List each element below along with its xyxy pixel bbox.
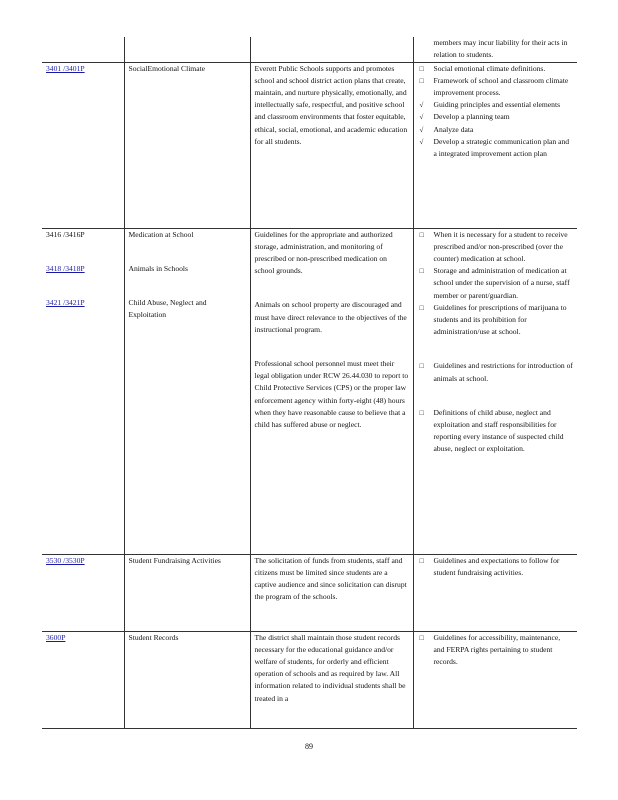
list-item-text: Definitions of child abuse, neglect and exploitation and staff responsibilities for reporting every instance of suspected child abuse, neglect or exploitation. (433, 407, 564, 454)
list-item-text: Analyze data (433, 124, 474, 134)
cell-block (418, 360, 574, 384)
policy-highlights-cell (413, 554, 577, 631)
cell-block (129, 63, 246, 75)
cell-block (46, 63, 120, 75)
policy-description: Animals on school property are discouraged and must have direct relevance to the objectives of the instructional program. (254, 300, 407, 334)
cell-block (418, 632, 574, 669)
list-item-text: Guidelines and expectations to follow for student fundraising activities. (433, 555, 560, 577)
policy-description-cell (250, 554, 413, 631)
list-item-text: members may incur liability for their acts in relation to students. (433, 38, 568, 60)
list-item (418, 302, 574, 339)
policy-title: Child Abuse, Neglect and Exploitation (128, 297, 207, 320)
list-item (418, 360, 574, 384)
policy-highlights-cell (413, 631, 577, 728)
policy-description-cell (250, 631, 413, 728)
policy-number-cell (42, 62, 124, 228)
bullet-box-icon: □ (419, 76, 424, 85)
check-mark-icon: √ (419, 113, 424, 122)
list-item (418, 124, 574, 136)
bullet-box-icon: □ (419, 303, 424, 312)
policy-highlights-list (418, 63, 574, 161)
policy-number-link[interactable]: 3530 /3530P (46, 555, 85, 565)
list-item-text: When it is necessary for a student to receive prescribed and/or non-prescribed (over the counter) medication at school. (433, 229, 568, 263)
cell-block (418, 37, 574, 61)
list-item-text: Guidelines for prescriptions of marijuana to students and its prohibition for administration/use at school. (433, 302, 567, 337)
cell-block (255, 358, 409, 431)
policy-table-body (42, 37, 577, 728)
check-mark-icon: √ (419, 125, 424, 134)
cell-block (46, 263, 120, 275)
policy-highlights-cell (413, 62, 577, 228)
cell-block (129, 297, 246, 321)
cell-block (418, 63, 574, 161)
list-item-text: Develop a strategic communication plan and a integrated improvement action plan (433, 136, 570, 158)
cell-block (418, 229, 574, 339)
policy-highlights-list (418, 360, 574, 384)
list-item (418, 632, 574, 669)
list-item (418, 407, 574, 456)
policy-highlights-list (418, 229, 574, 339)
bullet-box-icon: □ (419, 408, 424, 417)
policy-highlights-list (418, 632, 574, 669)
policy-number-link: 3416 /3416P (46, 229, 85, 239)
policy-description: The solicitation of funds from students, staff and citizens must be limited since students are a captive audience and since solicitation can disrupt the program of the schools. (254, 555, 407, 602)
policy-highlights-cell (413, 37, 577, 62)
policy-number-cell (42, 228, 124, 554)
list-item-text: Guiding principles and essential elements (433, 100, 561, 110)
policy-highlights-list (418, 37, 574, 61)
table-row (42, 62, 577, 228)
cell-block (129, 555, 246, 567)
table-row (42, 37, 577, 62)
policy-number-link[interactable]: 3401 /3401P (46, 63, 85, 73)
list-item (418, 75, 574, 99)
list-item (418, 265, 574, 302)
policy-description: Professional school personnel must meet their legal obligation under RCW 26.44.030 to report to Child Protective Services (CPS) or the proper law enforcement agency within forty-eight (48) hours when they have reasonable cause to believe that a child has suffered abuse or neglect. (254, 358, 409, 429)
policy-table (42, 37, 577, 729)
policy-title: Student Fundraising Activities (128, 555, 221, 565)
page-number: 89 (305, 742, 313, 751)
cell-block (418, 555, 574, 579)
policy-title: Animals in Schools (128, 263, 188, 273)
policy-title: Student Records (128, 632, 179, 642)
policy-description: The district shall maintain those student records necessary for the educational guidance and/or welfare of students, for orderly and efficient operation of schools and as required by law. All information related to individual students shall be treated in a (254, 632, 406, 703)
check-mark-icon: √ (419, 137, 424, 146)
cell-block (129, 632, 246, 644)
list-item-text: Guidelines and restrictions for introduction of animals at school. (433, 361, 573, 383)
cell-block (129, 263, 246, 275)
list-item-text: Storage and administration of medication at school under the supervision of a nurse, staff member or parent/guardian. (433, 266, 570, 300)
list-item-text: Social emotional climate definitions. (433, 63, 546, 73)
cell-block (46, 297, 120, 309)
bullet-box-icon: □ (419, 267, 424, 276)
policy-number-link[interactable]: 3418 /3418P (46, 263, 85, 273)
cell-block (418, 407, 574, 456)
table-row (42, 228, 577, 554)
cell-block (255, 299, 409, 336)
bullet-box-icon: □ (419, 556, 424, 565)
check-mark-icon: √ (419, 101, 424, 110)
list-item (418, 99, 574, 111)
cell-block (255, 229, 409, 278)
policy-description-cell (250, 228, 413, 554)
cell-block (46, 229, 120, 241)
policy-number-cell (42, 37, 124, 62)
table-row (42, 554, 577, 631)
list-item (418, 37, 574, 61)
list-item (418, 555, 574, 579)
bullet-box-icon: □ (419, 64, 424, 73)
policy-title: Medication at School (128, 229, 194, 239)
cell-block (129, 229, 246, 241)
policy-description: Guidelines for the appropriate and authorized storage, administration, and monitoring of prescribed or non-prescribed medication on school grounds. (254, 229, 393, 276)
list-item-text: Develop a planning team (433, 112, 510, 122)
policy-number-link[interactable]: 3421 /3421P (46, 297, 85, 307)
list-item (418, 229, 574, 266)
list-item (418, 136, 574, 160)
policy-title-cell (124, 631, 250, 728)
policy-title: SocialEmotional Climate (128, 63, 206, 73)
bullet-box-icon: □ (419, 230, 424, 239)
policy-description-cell (250, 37, 413, 62)
policy-number-cell (42, 631, 124, 728)
policy-title-cell (124, 37, 250, 62)
policy-title-cell (124, 62, 250, 228)
cell-block (46, 632, 120, 644)
policy-highlights-list (418, 407, 574, 456)
policy-title-cell (124, 554, 250, 631)
list-item-text: Framework of school and classroom climate improvement process. (433, 75, 569, 97)
policy-number-link[interactable]: 3600P (46, 632, 66, 642)
table-row (42, 631, 577, 728)
policy-highlights-cell (413, 228, 577, 554)
list-item (418, 63, 574, 75)
policy-highlights-list (418, 555, 574, 579)
policy-description-cell (250, 62, 413, 228)
list-item-text: Guidelines for accessibility, maintenance, and FERPA rights pertaining to student records. (433, 632, 561, 666)
cell-block (255, 632, 409, 705)
cell-block (255, 555, 409, 604)
bullet-box-icon: □ (419, 633, 424, 642)
cell-block (255, 63, 409, 148)
policy-number-cell (42, 554, 124, 631)
policy-description: Everett Public Schools supports and promotes school and school district action plans that create, maintain, and nurture physically, emotionally, and intellectually safe, respectful, and positive school and classroom environments that foster equitable, ethical, social, emotional, and academic education for all students. (254, 63, 408, 146)
list-item (418, 111, 574, 123)
policy-title-cell (124, 228, 250, 554)
bullet-box-icon: □ (419, 362, 424, 371)
cell-block (46, 555, 120, 567)
